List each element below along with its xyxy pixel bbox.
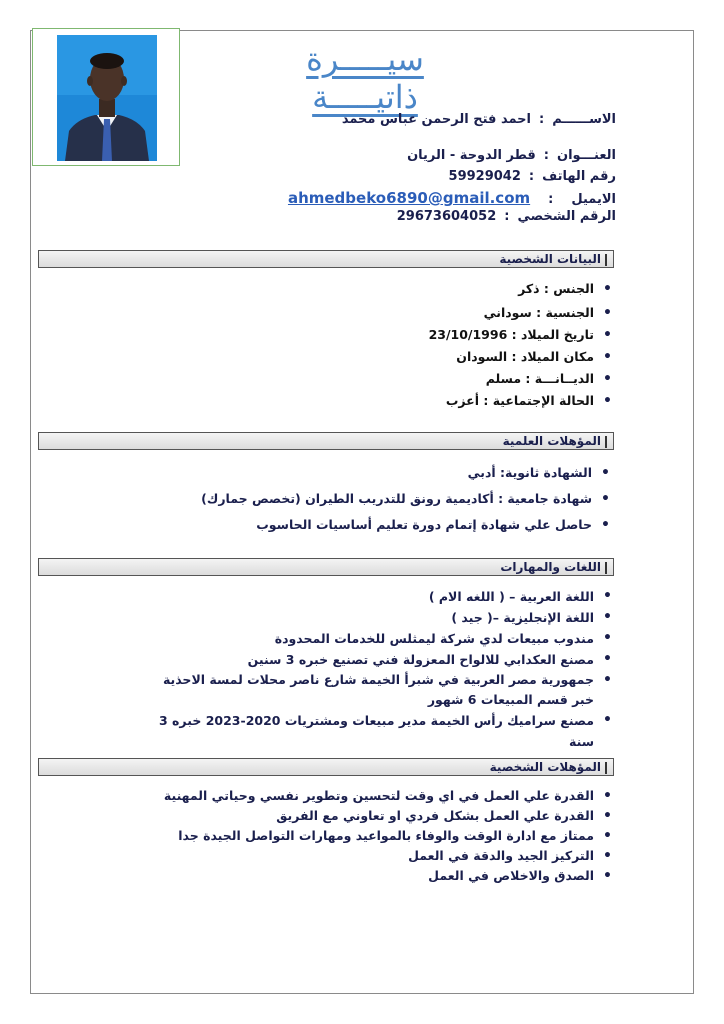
name-value: احمد فتح الرحمن عباس محمد: [341, 112, 532, 127]
name-label: الاســــــم: [552, 112, 616, 127]
list-item: • الحالة الإجتماعية : أعزب: [429, 390, 616, 412]
list-item: • مكان الميلاد : السودان: [429, 346, 616, 368]
list-item: • التركيز الجيد والدقة في العمل: [164, 846, 616, 866]
email-label: الايميل: [571, 192, 616, 207]
list-item: • الشهادة ثانوية: أدبي: [201, 460, 614, 486]
list-item: • شهادة جامعية : أكاديمية رونق للتدريب الطيران (تخصص جمارك): [201, 486, 614, 512]
section-heading-personal: البيانات الشخصية: [38, 250, 614, 268]
list-item: • اللغة الإنجليزية –( جيد ): [156, 607, 616, 628]
id-value: 29673604052: [396, 209, 497, 224]
list-item: • الجنسية : سوداني: [429, 302, 616, 324]
profile-photo-frame: [32, 28, 180, 166]
id-label: الرقم الشخصي: [517, 209, 616, 224]
list-item: • مندوب مبيعات لدي شركة ليمثلس للخدمات المحدودة: [156, 628, 616, 649]
languages-skills-list: [156, 586, 616, 752]
section-heading-education: المؤهلات العلمية: [38, 432, 614, 450]
address-label: العنـــوان: [556, 148, 616, 163]
address-value: قطر الدوحة - الريان: [407, 148, 536, 163]
id-row: الرقم الشخصي:29673604052: [396, 209, 616, 224]
list-item: • اللغة العربية – ( اللغه الام ): [156, 586, 616, 607]
profile-photo: [57, 35, 157, 161]
email-row: الايميل:ahmedbeko6890@gmail.com: [287, 189, 616, 207]
education-list: [201, 460, 614, 538]
personal-qualities-list: [164, 786, 616, 886]
list-item: • القدرة علي العمل في اي وقت لتحسين وتطوير نفسي وحياتي المهنية: [164, 786, 616, 806]
phone-row: رقم الهاتف:59929042: [448, 169, 616, 184]
list-item: • مصنع العكدابي للالواح المعزولة فني تصنيع خبره 3 سنين: [156, 649, 616, 670]
list-item: • الديــانـــة : مسلم: [429, 368, 616, 390]
page-title: سيـــــرة ذاتيـــــة: [306, 40, 424, 116]
name-row: الاســــــم:احمد فتح الرحمن عباس محمد: [341, 112, 616, 127]
list-item: • الجنس : ذكر: [429, 278, 616, 300]
phone-value: 59929042: [448, 169, 521, 184]
address-row: العنـــوان:قطر الدوحة - الريان: [407, 148, 616, 163]
list-item: • تاريخ الميلاد : 23/10/1996: [429, 324, 616, 346]
list-item: • جمهورية مصر العربية في شبرأ الخيمة شارع ناصر محلات لمسة الاحذية خبر قسم المبيعات 6 شهور: [156, 670, 616, 710]
list-item: • مصنع سراميك رأس الخيمة مدير مبيعات ومشتريات 2020-2023 خبره 3 سنة: [156, 710, 616, 752]
phone-label: رقم الهاتف: [542, 169, 616, 184]
section-heading-qualities: المؤهلات الشخصية: [38, 758, 614, 776]
list-item: • ممتاز مع ادارة الوقت والوفاء بالمواعيد ومهارات التواصل الجيدة جدا: [164, 826, 616, 846]
personal-info-list: [429, 278, 616, 412]
list-item: • القدرة علي العمل بشكل فردي او تعاوني مع الفريق: [164, 806, 616, 826]
list-item: • الصدق والاخلاص في العمل: [164, 866, 616, 886]
section-heading-languages: اللغات والمهارات: [38, 558, 614, 576]
list-item: • حاصل علي شهادة إتمام دورة تعليم أساسيات الحاسوب: [201, 512, 614, 538]
email-link[interactable]: ahmedbeko6890@gmail.com: [287, 189, 531, 207]
